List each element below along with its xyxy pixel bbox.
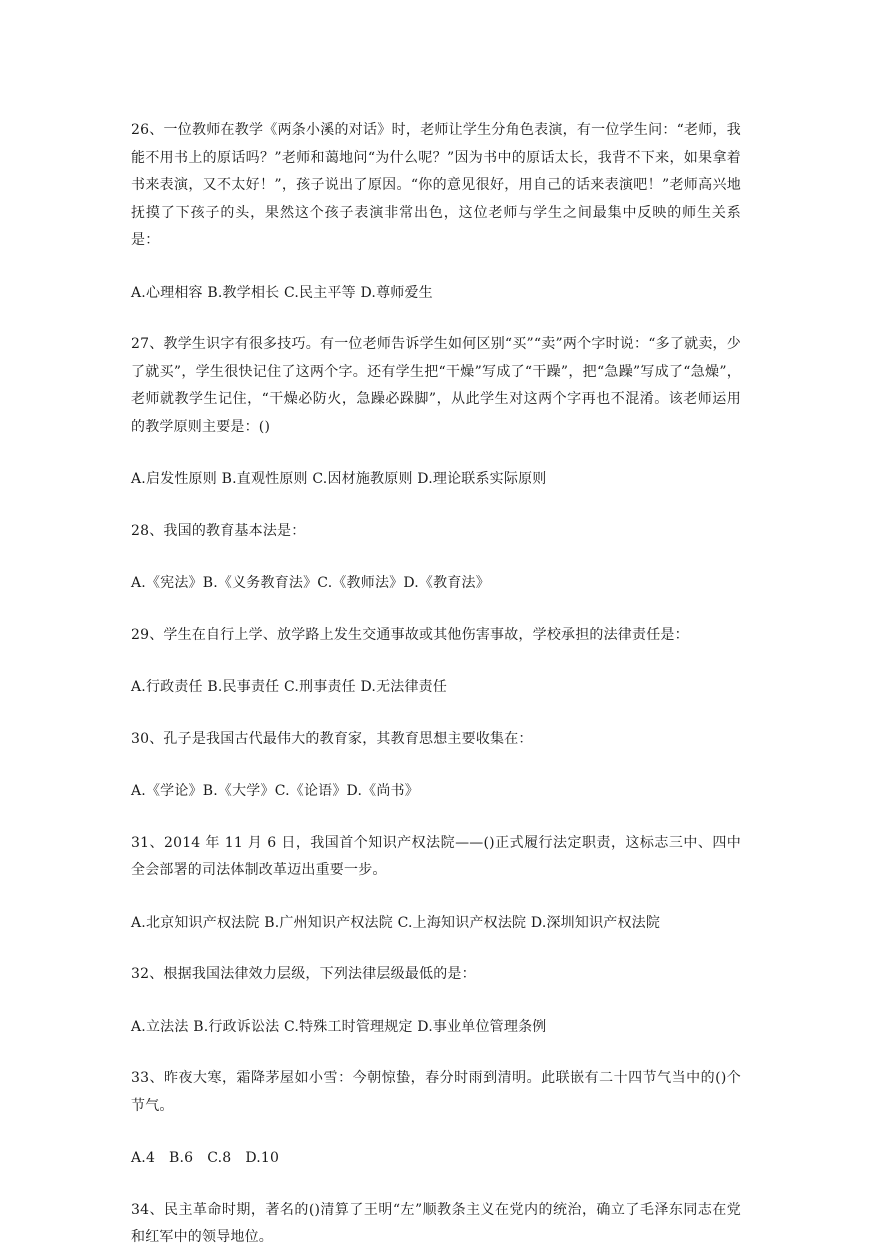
question-28-stem: 28、我国的教育基本法是： bbox=[131, 522, 306, 539]
question-34-stem: 34、民主革命时期，著名的()清算了王明“左”顺教条主义在党内的统治，确立了毛泽东同志在党和红军中的领导地位。 bbox=[131, 1201, 741, 1245]
question-28-options: A.《宪法》B.《义务教育法》C.《教师法》D.《教育法》 bbox=[131, 575, 490, 591]
question-33-options: A.4 B.6 C.8 D.10 bbox=[131, 1150, 280, 1166]
question-26-options: A.心理相容 B.教学相长 C.民主平等 D.尊师爱生 bbox=[131, 284, 433, 301]
question-31-stem: 31、2014 年 11 月 6 日，我国首个知识产权法院——()正式履行法定职责，这标志三中、四中全会部署的司法体制改革迈出重要一步。 bbox=[131, 834, 741, 878]
question-30-stem: 30、孔子是我国古代最伟大的教育家，其教育思想主要收集在： bbox=[131, 730, 533, 747]
question-29-options: A.行政责任 B.民事责任 C.刑事责任 D.无法律责任 bbox=[131, 679, 448, 695]
question-26-stem: 26、一位教师在教学《两条小溪的对话》时，老师让学生分角色表演，有一位学生问：“老师，我能不用书上的原话吗？”老师和蔼地问“为什么呢？”因为书中的原话太长，我背不下来，如果拿着书来表演，又不太好！”，孩子说出了原因。“你的意见很好，用自己的话来表演吧！”老师高兴地抚摸了下孩子的头，果然这个孩子表演非常出色，这位老师与学生之间最集中反映的师生关系是： bbox=[131, 122, 741, 248]
question-29-stem: 29、学生在自行上学、放学路上发生交通事故或其他伤害事故，学校承担的法律责任是： bbox=[131, 626, 689, 643]
question-30-options: A.《学论》B.《大学》C.《论语》D.《尚书》 bbox=[131, 783, 419, 799]
document-page bbox=[131, 117, 741, 1252]
question-27-stem: 27、教学生识字有很多技巧。有一位老师告诉学生如何区别“买”“卖”两个字时说：“多了就卖，少了就买”，学生很快记住了这两个字。还有学生把“干燥”写成了“干躁”，把“急躁”写成了“急燥”，老师就教学生记住，“干燥必防火，急躁必跺脚”，从此学生对这两个字再也不混淆。该老师运用的教学原则主要是：() bbox=[131, 336, 741, 435]
question-27-options: A.启发性原则 B.直观性原则 C.因材施教原则 D.理论联系实际原则 bbox=[131, 471, 547, 487]
question-33-stem: 33、昨夜大寒，霜降茅屋如小雪：今朝惊蛰，春分时雨到清明。此联嵌有二十四节气当中的()个节气。 bbox=[131, 1070, 741, 1114]
question-31-options: A.北京知识产权法院 B.广州知识产权法院 C.上海知识产权法院 D.深圳知识产权法院 bbox=[131, 914, 661, 931]
question-32-stem: 32、根据我国法律效力层级，下列法律层级最低的是： bbox=[131, 966, 476, 982]
question-32-options: A.立法法 B.行政诉讼法 C.特殊工时管理规定 D.事业单位管理条例 bbox=[131, 1018, 547, 1035]
